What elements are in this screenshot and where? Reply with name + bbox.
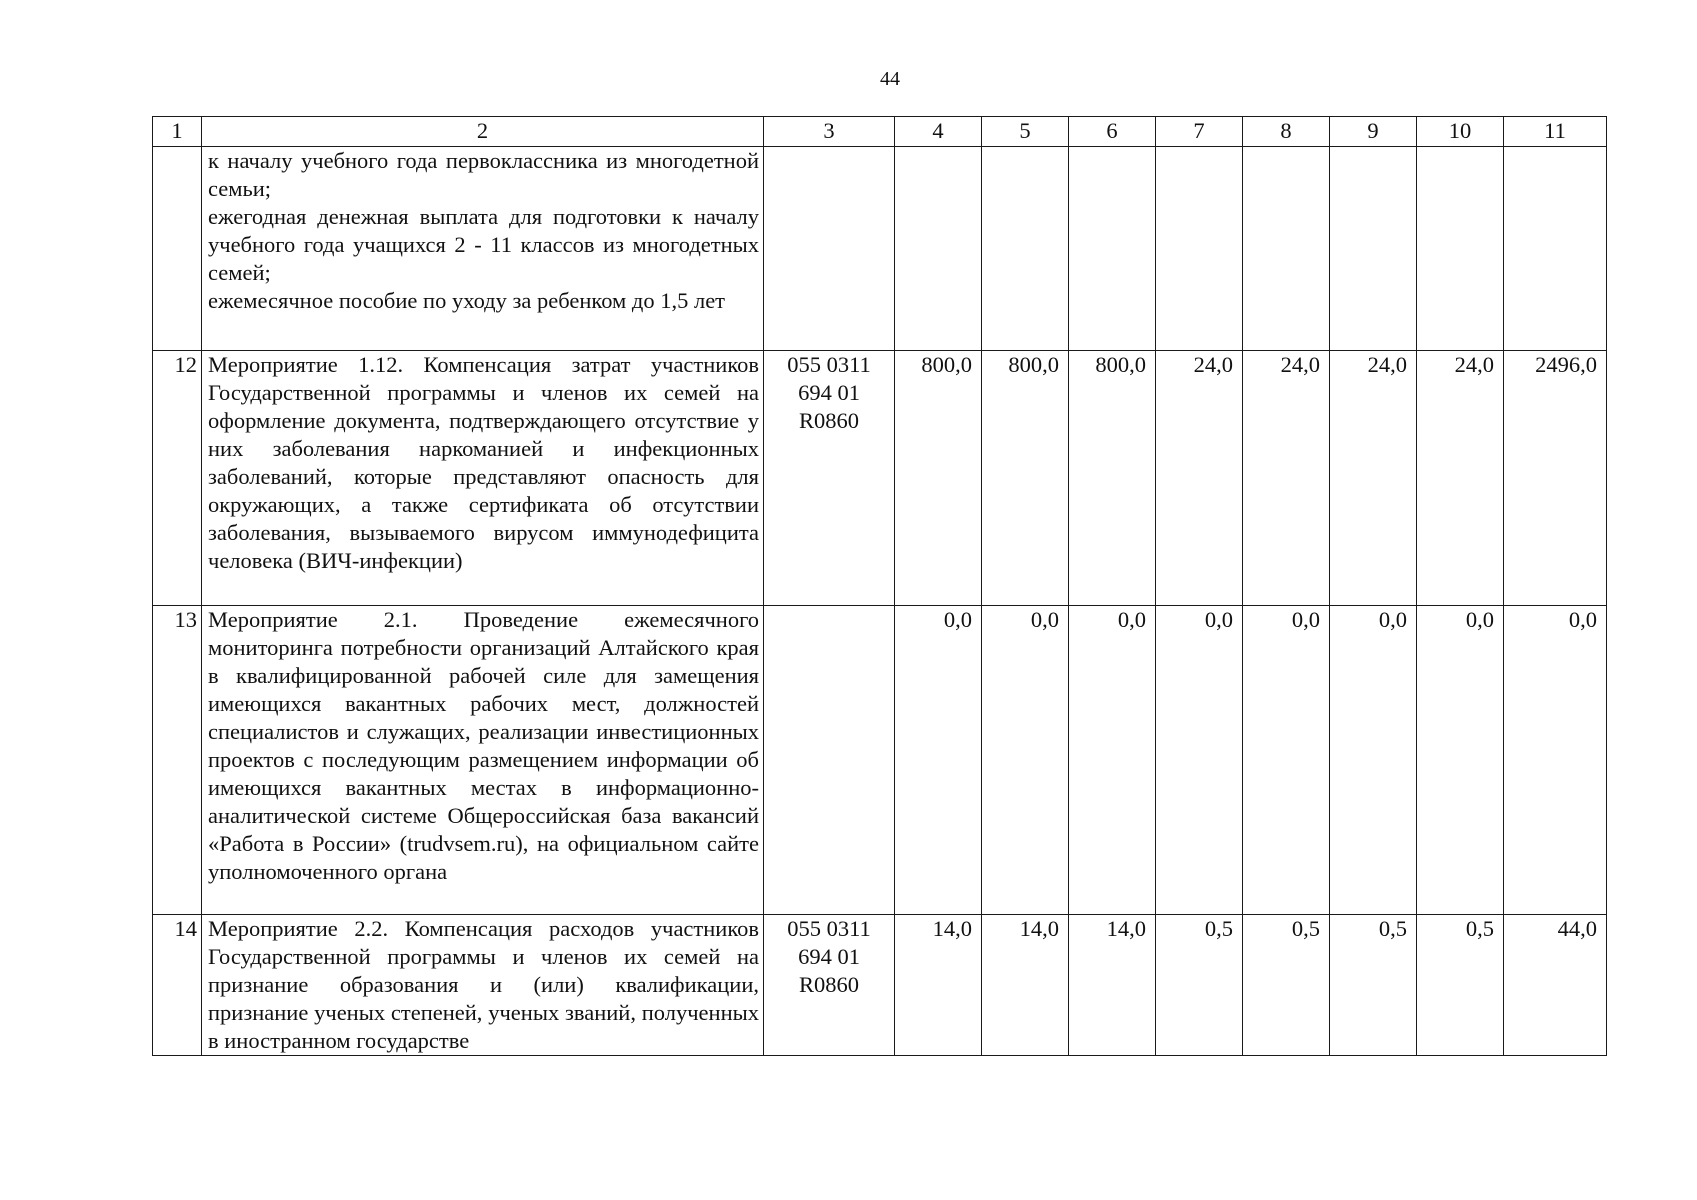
table-row — [153, 915, 1607, 1056]
value-cell: 24,0 — [1330, 351, 1417, 606]
value-cell: 0,0 — [1156, 606, 1243, 915]
budget-code-line: 694 01 — [798, 380, 860, 405]
description-paragraph: Мероприятие 2.2. Компенсация расходов участников Государственной программы и членов их семей на признание образования и (или) квалификации, признание ученых степеней, ученых званий, полученных в иностранном государстве — [208, 916, 759, 1053]
value-cell: 0,0 — [1069, 606, 1156, 915]
budget-code-line: 055 0311 — [787, 916, 871, 941]
column-number-header: 11 — [1504, 117, 1607, 147]
row-number: 12 — [153, 351, 202, 606]
row-description — [202, 147, 764, 351]
column-number-header: 2 — [202, 117, 764, 147]
budget-code-line: 055 0311 — [787, 352, 871, 377]
value-cell — [1069, 147, 1156, 351]
value-cell: 800,0 — [1069, 351, 1156, 606]
value-cell — [1504, 147, 1607, 351]
value-cell: 0,5 — [1330, 915, 1417, 1056]
value-cell: 800,0 — [982, 351, 1069, 606]
value-cell: 14,0 — [1069, 915, 1156, 1056]
column-number-header: 7 — [1156, 117, 1243, 147]
value-cell: 0,0 — [982, 606, 1069, 915]
table-row — [153, 351, 1607, 606]
budget-code-line: R0860 — [798, 408, 859, 433]
program-table — [152, 116, 1607, 1056]
value-cell: 0,5 — [1417, 915, 1504, 1056]
value-cell: 24,0 — [1243, 351, 1330, 606]
column-number-header: 1 — [153, 117, 202, 147]
value-cell — [1417, 147, 1504, 351]
budget-code — [764, 915, 895, 1056]
column-number-header: 5 — [982, 117, 1069, 147]
row-number: 13 — [153, 606, 202, 915]
description-paragraph: Мероприятие 1.12. Компенсация затрат участников Государственной программы и членов их семей на оформление документа, подтверждающего отсутствие у них заболевания наркоманией и инфекционных заболеваний, которые представляют опасность для окружающих, а также сертификата об отсутствии заболевания, вызываемого вирусом иммунодефицита человека (ВИЧ-инфекции) — [208, 352, 759, 573]
value-cell — [982, 147, 1069, 351]
value-cell: 800,0 — [895, 351, 982, 606]
row-description — [202, 915, 764, 1056]
value-cell — [1243, 147, 1330, 351]
column-number-header: 6 — [1069, 117, 1156, 147]
row-description — [202, 606, 764, 915]
value-cell: 0,0 — [1417, 606, 1504, 915]
page-number: 44 — [880, 68, 900, 90]
value-cell: 0,5 — [1243, 915, 1330, 1056]
value-cell: 0,0 — [895, 606, 982, 915]
value-cell: 44,0 — [1504, 915, 1607, 1056]
row-description — [202, 351, 764, 606]
value-cell — [1156, 147, 1243, 351]
value-cell: 24,0 — [1156, 351, 1243, 606]
value-cell: 2496,0 — [1504, 351, 1607, 606]
value-cell — [895, 147, 982, 351]
description-paragraph: ежемесячное пособие по уходу за ребенком до 1,5 лет — [208, 288, 726, 313]
budget-code-line: 694 01 — [798, 944, 860, 969]
value-cell: 24,0 — [1417, 351, 1504, 606]
column-number-row — [153, 117, 1607, 147]
value-cell: 0,0 — [1243, 606, 1330, 915]
value-cell — [1330, 147, 1417, 351]
table-row — [153, 147, 1607, 351]
budget-code — [764, 351, 895, 606]
description-paragraph: к началу учебного года первоклассника из многодетной семьи; — [208, 148, 759, 201]
column-number-header: 9 — [1330, 117, 1417, 147]
table-row — [153, 606, 1607, 915]
value-cell: 0,5 — [1156, 915, 1243, 1056]
row-number — [153, 147, 202, 351]
value-cell: 14,0 — [895, 915, 982, 1056]
column-number-header: 4 — [895, 117, 982, 147]
value-cell: 14,0 — [982, 915, 1069, 1056]
row-number: 14 — [153, 915, 202, 1056]
budget-code — [764, 147, 895, 351]
column-number-header: 10 — [1417, 117, 1504, 147]
budget-code — [764, 606, 895, 915]
value-cell: 0,0 — [1504, 606, 1607, 915]
column-number-header: 8 — [1243, 117, 1330, 147]
column-number-header: 3 — [764, 117, 895, 147]
value-cell: 0,0 — [1330, 606, 1417, 915]
description-paragraph: ежегодная денежная выплата для подготовки к началу учебного года учащихся 2 - 11 классов из многодетных семей; — [208, 204, 759, 285]
description-paragraph: Мероприятие 2.1. Проведение ежемесячного мониторинга потребности организаций Алтайского края в квалифицированной рабочей силе для замещения имеющихся вакантных рабочих мест, должностей специалистов и служащих, реализации инвестиционных проектов с последующим размещением информации об имеющихся вакантных местах в информационно-аналитической системе Общероссийская база вакансий «Работа в России» (trudvsem.ru), на официальном сайте уполномоченного органа — [208, 607, 759, 884]
budget-code-line: R0860 — [798, 972, 859, 997]
